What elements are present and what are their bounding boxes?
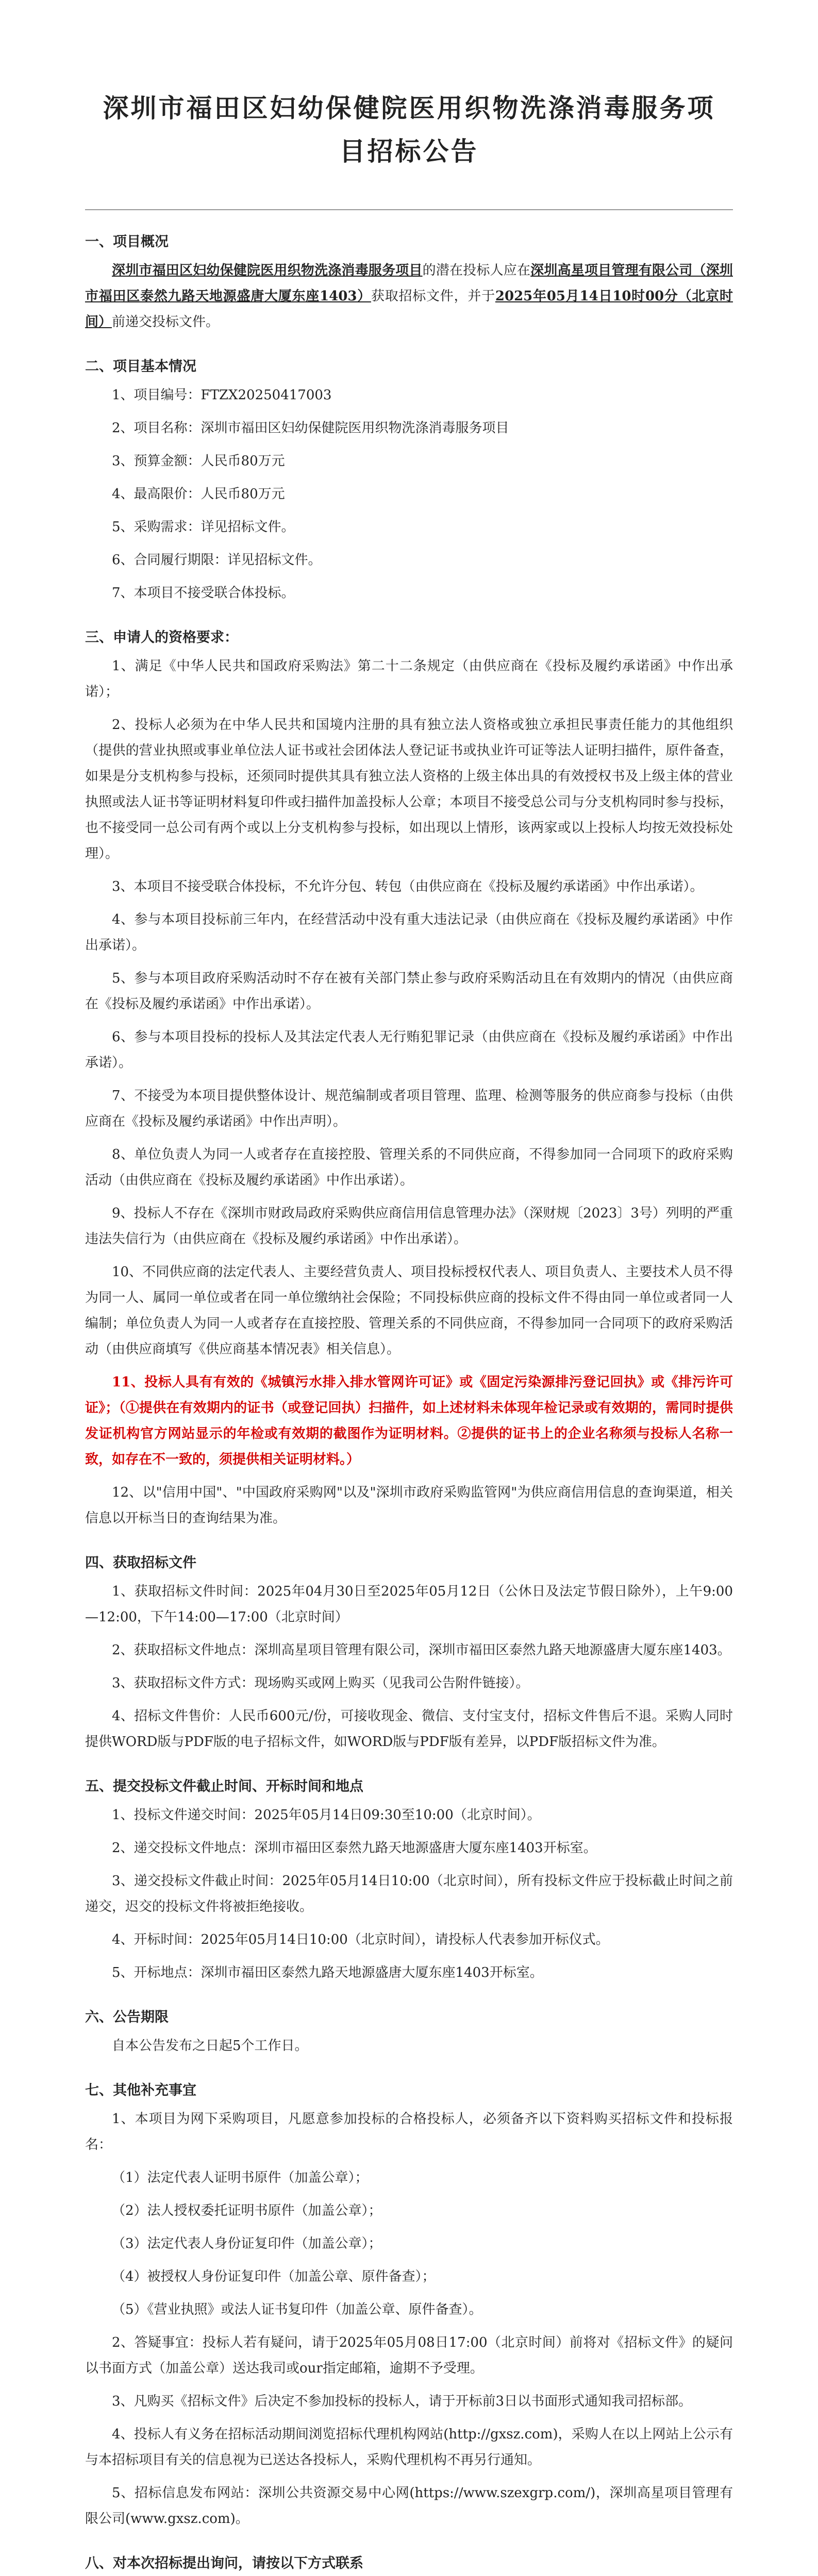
- section-heading-other-matters: 七、其他补充事宜: [85, 2082, 196, 2098]
- section-heading-obtain-docs: 四、获取招标文件: [85, 1555, 196, 1571]
- required-doc-item: （5）《营业执照》或法人证书复印件（加盖公章、原件备查）。: [112, 2302, 482, 2317]
- section-heading-overview: 一、项目概况: [85, 234, 169, 250]
- obtain-docs-item: 4、招标文件售价：人民币600元/份，可接收现金、微信、支付宝支付，招标文件售后不退。采购人同时提供WORD版与PDF版的电子招标文件，如WORD版与PDF版有差异，以PDF版招标文件为准。: [85, 1708, 733, 1750]
- qualification-item: 5、参与本项目政府采购活动时不存在被有关部门禁止参与政府采购活动且在有效期内的情况（由供应商在《投标及履约承诺函》中作出承诺）。: [85, 971, 733, 1012]
- qualification-item-credit: 12、以"信用中国"、"中国政府采购网"以及"深圳市政府采购监管网"为供应商信用信息的查询渠道，相关信息以开标当日的查询结果为准。: [85, 1485, 733, 1526]
- overview-text-3: 前递交投标文件。: [112, 314, 220, 330]
- basic-info-item: 2、项目名称：深圳市福田区妇幼保健院医用织物洗涤消毒服务项目: [112, 420, 509, 436]
- submission-item: 2、递交投标文件地点：深圳市福田区泰然九路天地源盛唐大厦东座1403开标室。: [112, 1840, 597, 1856]
- other-matters-item: 5、招标信息发布网站：深圳公共资源交易中心网(https://www.szexgrp.com/)，深圳高星项目管理有限公司(www.gxsz.com)。: [85, 2485, 733, 2527]
- submission-item: 3、递交投标文件截止时间：2025年05月14日10:00（北京时间），所有投标文件应于投标截止时间之前递交，迟交的投标文件将被拒绝接收。: [85, 1873, 733, 1914]
- title-divider: [85, 209, 733, 210]
- required-doc-item: （4）被授权人身份证复印件（加盖公章、原件备查）；: [112, 2269, 436, 2284]
- qualification-item: 7、不接受为本项目提供整体设计、规范编制或者项目管理、监理、检测等服务的供应商参与投标（由供应商在《投标及履约承诺函》中作出声明）。: [85, 1088, 733, 1129]
- obtain-docs-item: 1、获取招标文件时间：2025年04月30日至2025年05月12日（公休日及法定节假日除外），上午9:00—12:00，下午14:00—17:00（北京时间）: [85, 1584, 733, 1625]
- overview-text-2: 获取招标文件，并于: [371, 289, 495, 304]
- section-heading-basic-info: 二、项目基本情况: [85, 359, 196, 375]
- other-matters-item: 4、投标人有义务在招标活动期间浏览招标代理机构网站(http://gxsz.com)，采购人在以上网站上公示有与本招标项目有关的信息视为已送达各投标人，采购代理机构不再另行通知。: [85, 2427, 733, 2468]
- qualification-item: 10、不同供应商的法定代表人、主要经营负责人、项目投标授权代表人、项目负责人、主要技术人员不得为同一人、属同一单位或者在同一单位缴纳社会保险；不同投标供应商的投标文件不得由同一单位或者同一人编制；单位负责人为同一人或者存在直接控股、管理关系的不同供应商，不得参加同一合同项下的政府采购活动（由供应商填写《供应商基本情况表》相关信息）。: [85, 1264, 733, 1357]
- basic-info-item: 5、采购需求：详见招标文件。: [112, 519, 295, 535]
- submission-item: 5、开标地点：深圳市福田区泰然九路天地源盛唐大厦东座1403开标室。: [112, 1965, 543, 1980]
- submission-item: 1、投标文件递交时间：2025年05月14日09:30至10:00（北京时间）。: [112, 1807, 541, 1823]
- qualification-item: 2、投标人必须为在中华人民共和国境内注册的具有独立法人资格或独立承担民事责任能力的其他组织（提供的营业执照或事业单位法人证书或社会团体法人登记证书或执业许可证等法人证明扫描件，原件备查，如果是分支机构参与投标，还须同时提供其具有独立法人资格的上级主体出具的有效授权书及上级主体的营业执照或法人证书等证明材料复印件或扫描件加盖投标人公章；本项目不接受总公司与分支机构同时参与投标，也不接受同一总公司有两个或以上分支机构参与投标，如出现以上情形，该两家或以上投标人均按无效投标处理）。: [85, 717, 733, 861]
- qualification-item: 3、本项目不接受联合体投标，不允许分包、转包（由供应商在《投标及履约承诺函》中作出承诺）。: [112, 879, 704, 894]
- qualification-item: 6、参与本项目投标的投标人及其法定代表人无行贿犯罪记录（由供应商在《投标及履约承诺函》中作出承诺）。: [85, 1029, 733, 1071]
- required-doc-item: （3）法定代表人身份证复印件（加盖公章）；: [112, 2236, 382, 2251]
- submission-item: 4、开标时间：2025年05月14日10:00（北京时间），请投标人代表参加开标仪式。: [112, 1932, 609, 1947]
- qualification-item: 8、单位负责人为同一人或者存在直接控股、管理关系的不同供应商，不得参加同一合同项下的政府采购活动（由供应商在《投标及履约承诺函》中作出承诺）。: [85, 1147, 733, 1188]
- qualification-item-special-license: 11、投标人具有有效的《城镇污水排入排水管网许可证》或《固定污染源排污登记回执》或《排污许可证》；（①提供在有效期内的证书（或登记回执）扫描件，如上述材料未体现年检记录或有效期的，需同时提供发证机构官方网站显示的年检或有效期的截图作为证明材料。②提供的证书上的企业名称须与投标人名称一致，如存在不一致的，须提供相关证明材料。）: [85, 1375, 733, 1467]
- section-heading-qualifications: 三、申请人的资格要求：: [85, 630, 238, 646]
- required-doc-item: （2）法人授权委托证明书原件（加盖公章）；: [112, 2203, 382, 2218]
- other-matters-intro: 1、本项目为网下采购项目，凡愿意参加投标的合格投标人，必须备齐以下资料购买招标文件和投标报名：: [85, 2111, 733, 2153]
- other-matters-item: 3、凡购买《招标文件》后决定不参加投标的投标人，请于开标前3日以书面形式通知我司招标部。: [112, 2394, 692, 2409]
- qualification-item: 1、满足《中华人民共和国政府采购法》第二十二条规定（由供应商在《投标及履约承诺函》中作出承诺）；: [85, 658, 733, 700]
- basic-info-item: 1、项目编号：FTZX20250417003: [112, 387, 332, 403]
- obtain-docs-item: 2、获取招标文件地点：深圳高星项目管理有限公司，深圳市福田区泰然九路天地源盛唐大厦东座1403。: [112, 1642, 731, 1658]
- page-title: 深圳市福田区妇幼保健院医用织物洗涤消毒服务项目招标公告: [103, 93, 715, 166]
- qualification-item: 9、投标人不存在《深圳市财政局政府采购供应商信用信息管理办法》（深财规〔2023〕3号）列明的严重违法失信行为（由供应商在《投标及履约承诺函》中作出承诺）。: [85, 1206, 733, 1247]
- other-matters-item: 2、答疑事宜：投标人若有疑问，请于2025年05月08日17:00（北京时间）前将对《招标文件》的疑问以书面方式（加盖公章）送达我司或our指定邮箱，逾期不予受理。: [85, 2335, 733, 2376]
- overview-paragraph: [85, 258, 733, 335]
- basic-info-item: 4、最高限价：人民币80万元: [112, 486, 285, 502]
- basic-info-item: 6、合同履行期限：详见招标文件。: [112, 552, 322, 568]
- required-doc-item: （1）法定代表人证明书原件（加盖公章）；: [112, 2170, 369, 2185]
- section-heading-notice-period: 六、公告期限: [85, 2009, 169, 2025]
- agent-address-highlight: 深圳高星项目管理有限公司（深圳市福田区泰然九路天地源盛唐大厦东座1403）: [85, 263, 733, 304]
- notice-period-text: 自本公告发布之日起5个工作日。: [112, 2038, 308, 2054]
- basic-info-item: 3、预算金额：人民币80万元: [112, 453, 285, 469]
- basic-info-item: 7、本项目不接受联合体投标。: [112, 585, 295, 601]
- section-heading-contact: 八、对本次招标提出询问，请按以下方式联系: [85, 2555, 363, 2571]
- obtain-docs-item: 3、获取招标文件方式：现场购买或网上购买（见我司公告附件链接）。: [112, 1675, 529, 1691]
- project-name-highlight: 深圳市福田区妇幼保健院医用织物洗涤消毒服务项目: [112, 263, 423, 278]
- section-heading-submission: 五、提交投标文件截止时间、开标时间和地点: [85, 1778, 363, 1794]
- deadline-highlight: 2025年05月14日10时00分（北京时间）: [85, 289, 733, 330]
- overview-text-1: 的潜在投标人应在: [422, 263, 531, 278]
- qualification-item: 4、参与本项目投标前三年内，在经营活动中没有重大违法记录（由供应商在《投标及履约承诺函》中作出承诺）。: [85, 912, 733, 953]
